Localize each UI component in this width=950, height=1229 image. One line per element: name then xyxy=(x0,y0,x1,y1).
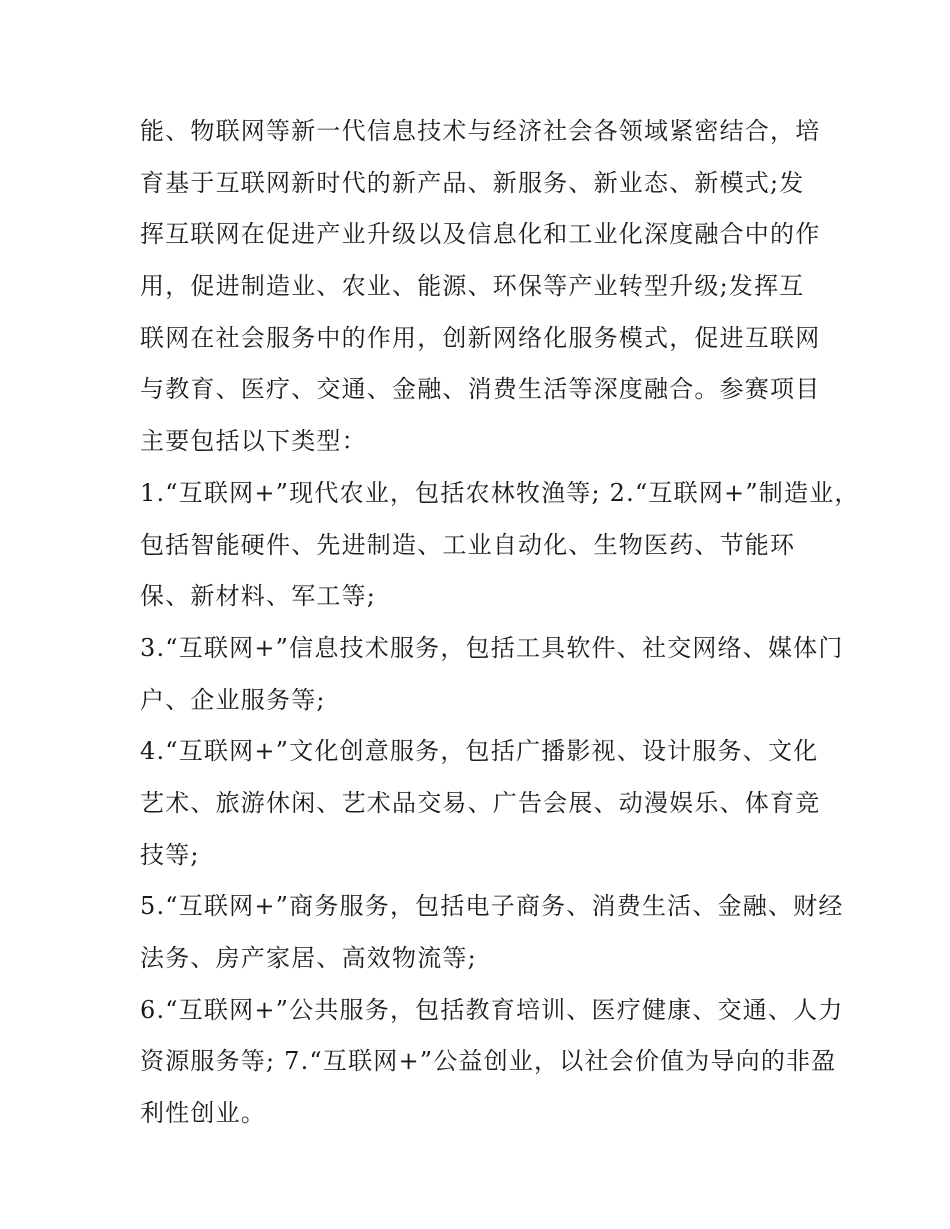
text-line: 保、新材料、军工等; xyxy=(140,582,377,611)
text-line: 技等; xyxy=(140,840,200,869)
text-line: 挥互联网在促进产业升级以及信息化和工业化深度融合中的作 xyxy=(140,220,821,249)
list-item-3: 3.“互联网+”信息技术服务，包括工具软件、社交网络、媒体门 xyxy=(140,633,844,662)
text-line: 联网在社会服务中的作用，创新网络化服务模式，促进互联网 xyxy=(140,323,821,352)
list-item-1-2: 1.“互联网+”现代农业，包括农林牧渔等; 2.“互联网+”制造业， xyxy=(140,478,860,507)
text-line: 户、企业服务等; xyxy=(140,685,326,714)
text-line: 育基于互联网新时代的新产品、新服务、新业态、新模式;发 xyxy=(140,168,805,197)
list-item-5: 5.“互联网+”商务服务，包括电子商务、消费生活、金融、财经 xyxy=(140,892,844,921)
list-item-4: 4.“互联网+”文化创意服务，包括广播影视、设计服务、文化 xyxy=(140,737,819,766)
text-line: 法务、房产家居、高效物流等; xyxy=(140,944,477,972)
list-item-6: 6.“互联网+”公共服务，包括教育培训、医疗健康、交通、人力 xyxy=(140,995,844,1024)
text-line: 用，促进制造业、农业、能源、环保等产业转型升级;发挥互 xyxy=(140,272,805,301)
body-text xyxy=(140,106,860,1140)
list-item-7: 资源服务等; 7.“互联网+”公益创业，以社会价值为导向的非盈 xyxy=(140,1047,837,1076)
text-line: 包括智能硬件、先进制造、工业自动化、生物医药、节能环 xyxy=(140,530,796,559)
text-line: 利性创业。 xyxy=(140,1099,266,1128)
text-line: 艺术、旅游休闲、艺术品交易、广告会展、动漫娱乐、体育竞 xyxy=(140,788,821,817)
text-line: 与教育、医疗、交通、金融、消费生活等深度融合。参赛项目 xyxy=(140,375,821,404)
text-line: 主要包括以下类型： xyxy=(140,427,367,456)
text-line: 能、物联网等新一代信息技术与经济社会各领域紧密结合，培 xyxy=(140,117,821,145)
